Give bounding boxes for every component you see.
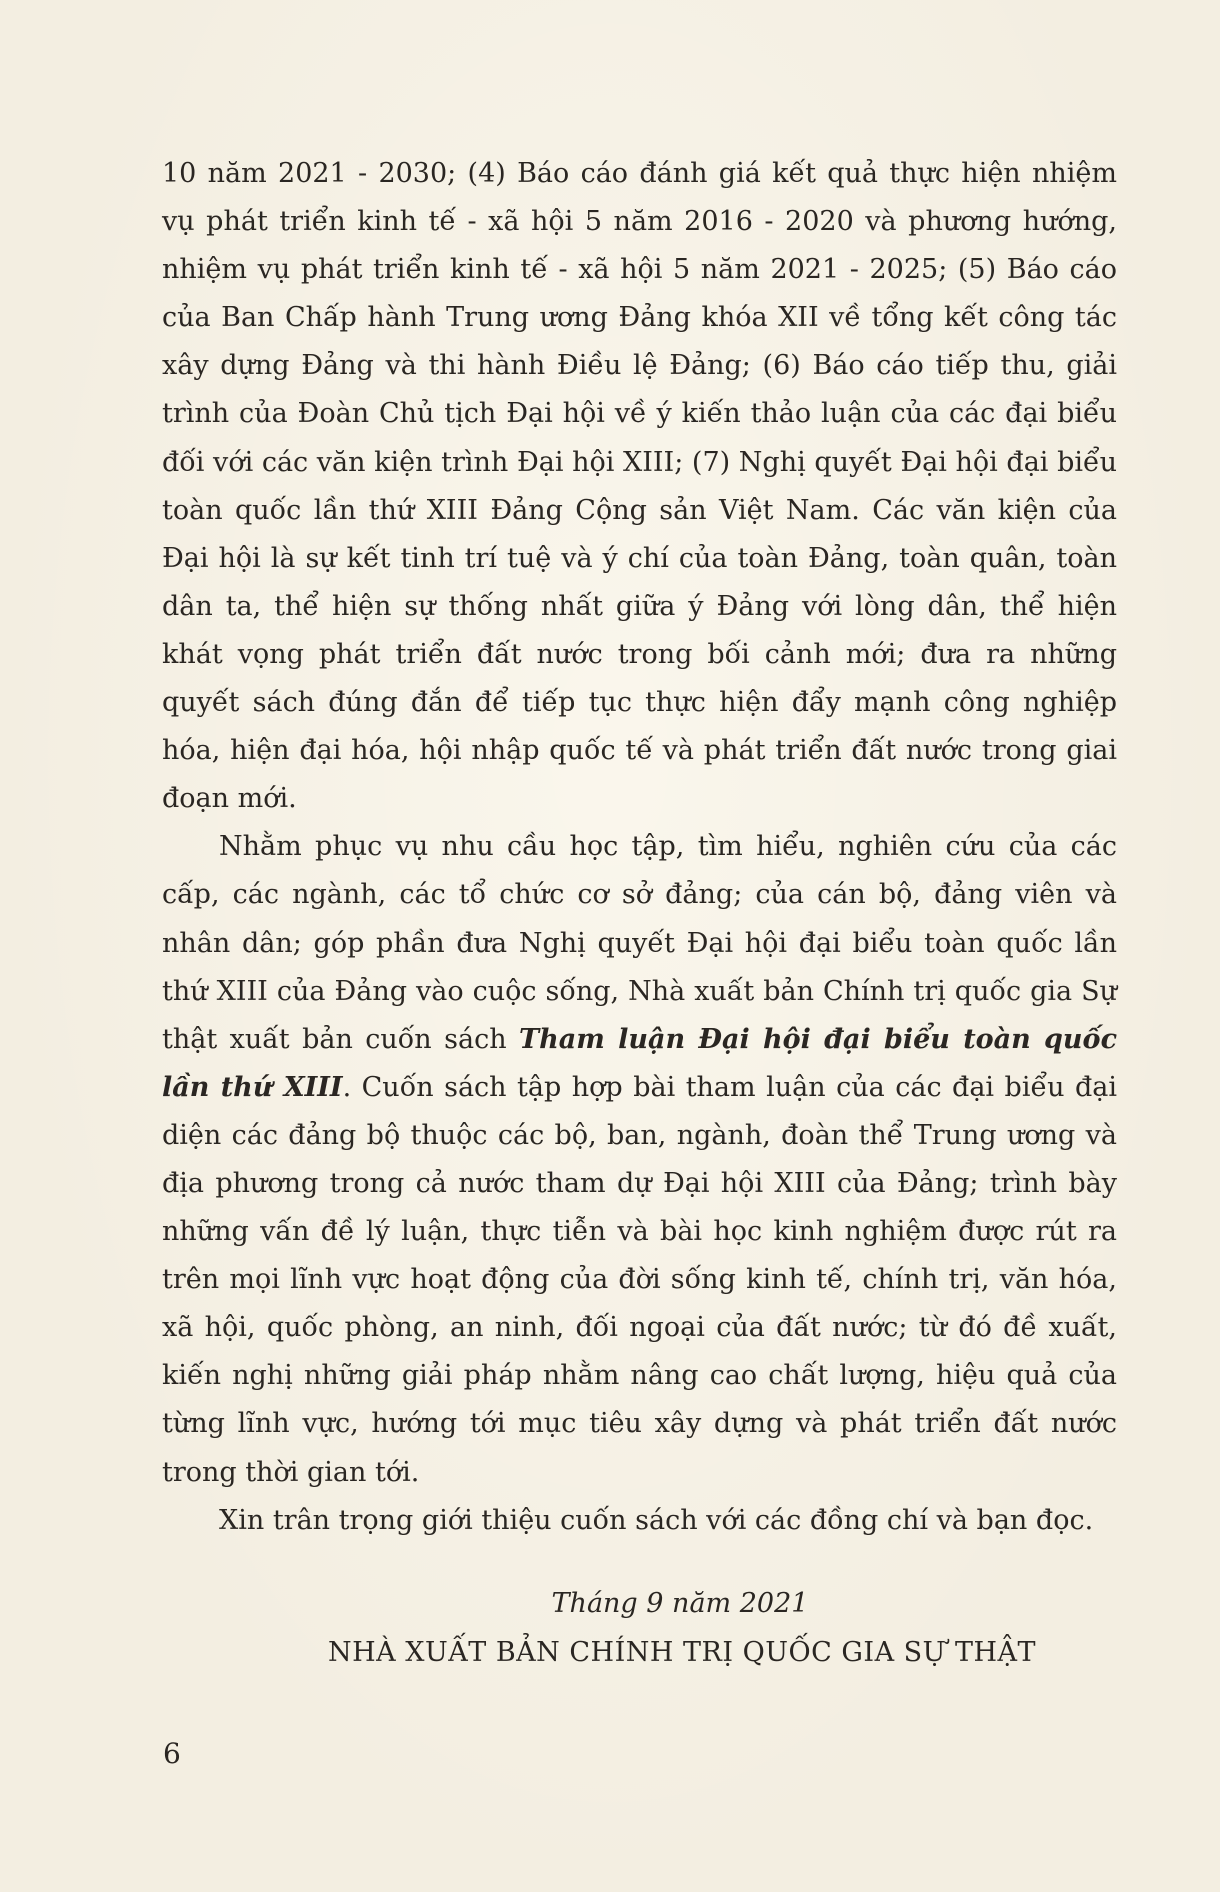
paragraph-3: Xin trân trọng giới thiệu cuốn sách với các đồng chí và bạn đọc. [219,1504,1094,1536]
paragraph-2 [162,823,1117,1496]
publisher-name: NHÀ XUẤT BẢN CHÍNH TRỊ QUỐC GIA SỰ THẬT [328,1637,1037,1668]
paragraph-2-after: . Cuốn sách tập hợp bài tham luận của các đại biểu đại diện các đảng bộ thuộc các bộ, ban, ngành, đoàn thể Trung ương và địa phương trong cả nước tham dự Đại hội XIII của Đảng; trình bày những vấn đề lý luận, thực tiễn và bài học kinh nghiệm được rút ra trên mọi lĩnh vực hoạt động của đời sống kinh tế, chính trị, văn hóa, xã hội, quốc phòng, an ninh, đối ngoại của đất nước; từ đó đề xuất, kiến nghị những giải pháp nhằm nâng cao chất lượng, hiệu quả của từng lĩnh vực, hướng tới mục tiêu xây dựng và phát triển đất nước trong thời gian tới. [162,1071,1117,1488]
body-text [162,150,1117,1545]
date-line: Tháng 9 năm 2021 [551,1588,809,1619]
book-title: Tham luận Đại hội đại biểu toàn quốc lần thứ XIII [162,1023,1118,1103]
paragraph-1: 10 năm 2021 - 2030; (4) Báo cáo đánh giá kết quả thực hiện nhiệm vụ phát triển kinh tế - xã hội 5 năm 2016 - 2020 và phương hướng, nhiệm vụ phát triển kinh tế - xã hội 5 năm 2021 - 2025; (5) Báo cáo của Ban Chấp hành Trung ương Đảng khóa XII về tổng kết công tác xây dựng Đảng và thi hành Điều lệ Đảng; (6) Báo cáo tiếp thu, giải trình của Đoàn Chủ tịch Đại hội về ý kiến thảo luận của các đại biểu đối với các văn kiện trình Đại hội XIII; (7) Nghị quyết Đại hội đại biểu toàn quốc lần thứ XIII Đảng Cộng sản Việt Nam. Các văn kiện của Đại hội là sự kết tinh trí tuệ và ý chí của toàn Đảng, toàn quân, toàn dân ta, thể hiện sự thống nhất giữa ý Đảng với lòng dân, thể hiện khát vọng phát triển đất nước trong bối cảnh mới; đưa ra những quyết sách đúng đắn để tiếp tục thực hiện đẩy mạnh công nghiệp hóa, hiện đại hóa, hội nhập quốc tế và phát triển đất nước trong giai đoạn mới. [162,158,1117,815]
paragraph-2-before: Nhằm phục vụ nhu cầu học tập, tìm hiểu, nghiên cứu của các cấp, các ngành, các tổ chức cơ sở đảng; của cán bộ, đảng viên và nhân dân; góp phần đưa Nghị quyết Đại hội đại biểu toàn quốc lần thứ XIII của Đảng vào cuộc sống, Nhà xuất bản Chính trị quốc gia Sự thật xuất bản cuốn sách [162,831,1117,1055]
page-number: 6 [163,1737,181,1770]
